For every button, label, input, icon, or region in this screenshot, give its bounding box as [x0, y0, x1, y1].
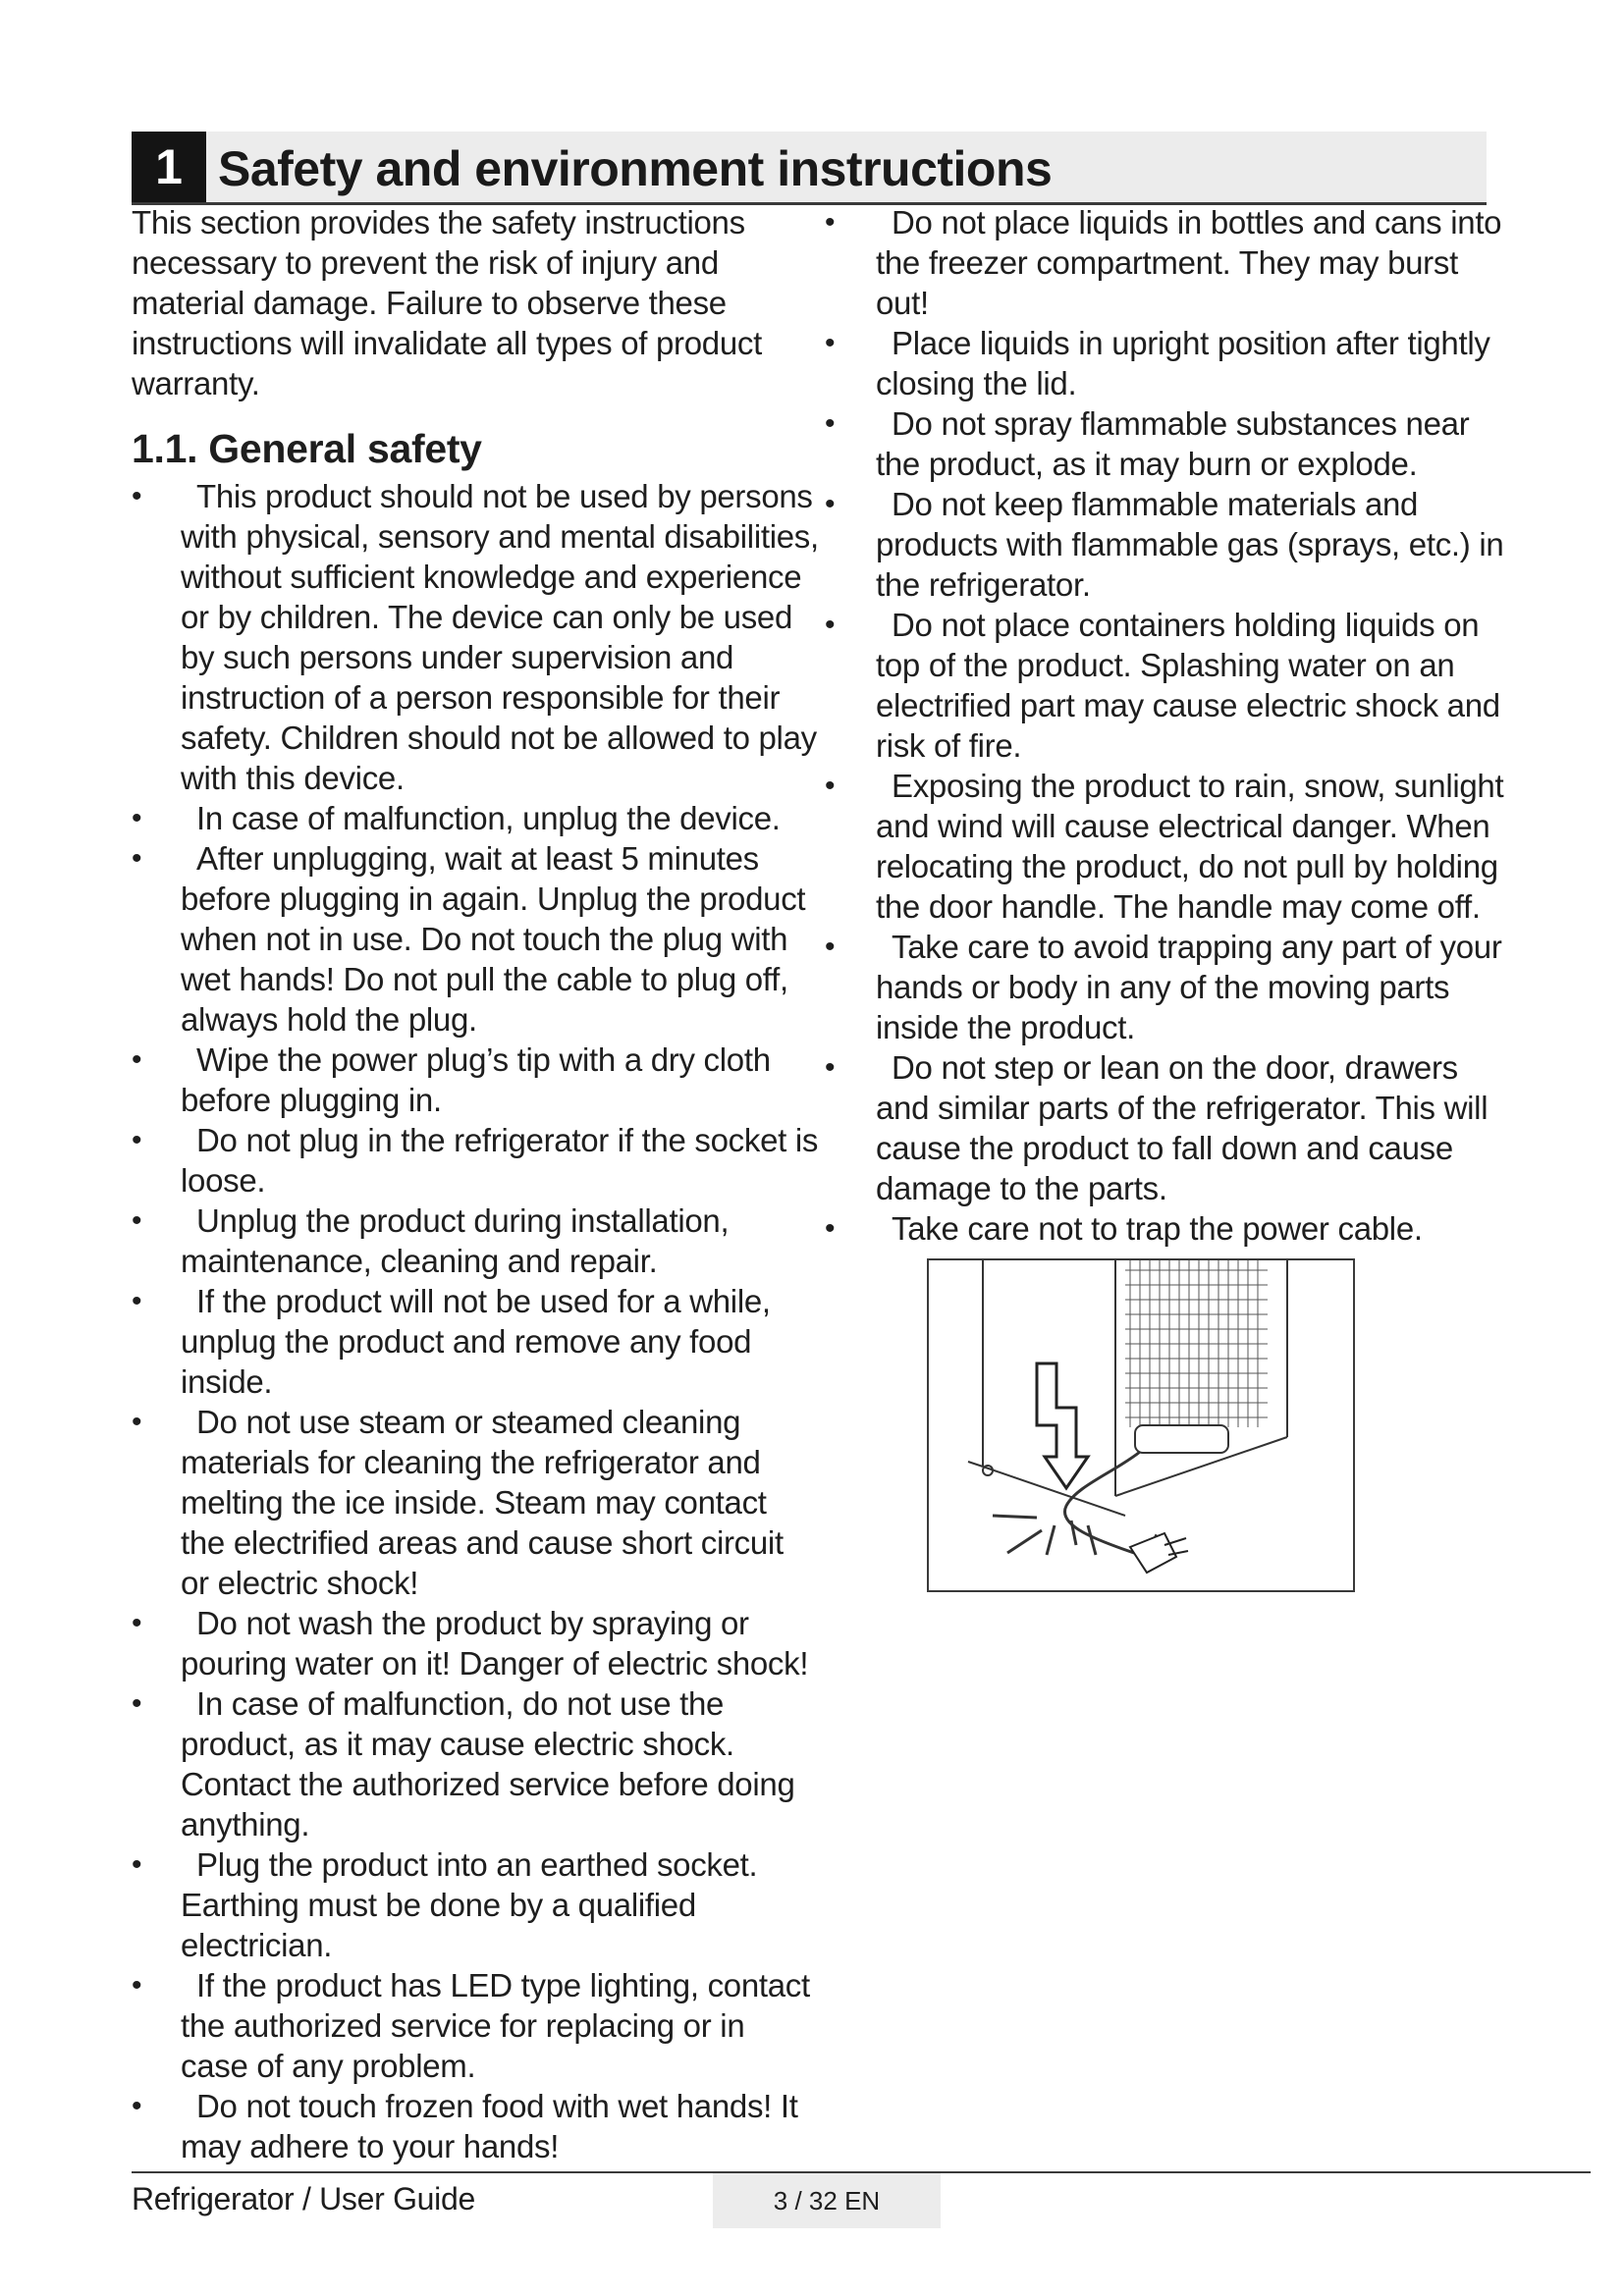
right-safety-item [825, 484, 1512, 605]
left-safety-item-text: Do not wash the product by spraying or pouring water on it! Danger of electric shock! [181, 1605, 809, 1682]
left-safety-item-text: In case of malfunction, unplug the device. [196, 800, 781, 836]
bullet-icon [132, 1402, 181, 1442]
right-safety-item-text: Take care not to trap the power cable. [892, 1210, 1423, 1247]
bullet-icon [132, 1965, 181, 2005]
right-safety-item-text: Take care to avoid trapping any part of your hands or body in any of the moving parts inside the product. [876, 929, 1502, 1045]
bullet-icon [825, 403, 874, 444]
right-safety-item [825, 1047, 1512, 1208]
chapter-number: 1 [132, 132, 206, 202]
chapter-title: Safety and environment instructions [218, 141, 1053, 196]
bullet-icon [825, 202, 874, 242]
right-safety-item-text: Do not place containers holding liquids on top of the product. Splashing water on an electrified part may cause electric shock and risk of fire. [876, 607, 1500, 764]
bullet-icon [132, 2086, 181, 2126]
left-safety-item [132, 1683, 819, 1844]
footer-page-number: 3 / 32 EN [713, 2173, 941, 2228]
bullet-icon [825, 927, 874, 967]
right-safety-item [825, 323, 1512, 403]
left-safety-item-text: If the product has LED type lighting, contact the authorized service for replacing or in case of any problem. [181, 1967, 810, 2084]
bullet-icon [132, 1603, 181, 1643]
bullet-icon [825, 1047, 874, 1088]
left-safety-item [132, 838, 819, 1040]
left-safety-item-text: Do not use steam or steamed cleaning materials for cleaning the refrigerator and melting the ice inside. Steam may contact the electrified areas and cause short circuit or electric shock! [181, 1404, 784, 1601]
left-safety-item-text: Unplug the product during installation, maintenance, cleaning and repair. [181, 1202, 730, 1279]
illustration-svg [929, 1260, 1353, 1590]
left-safety-item [132, 2086, 819, 2166]
left-safety-item-text: After unplugging, wait at least 5 minutes before plugging in again. Unplug the product when not in use. Do not touch the plug with wet hands! Do not pull the cable to plug off, always hold the plug. [181, 840, 806, 1038]
bullet-icon [132, 1201, 181, 1241]
left-safety-item [132, 476, 819, 798]
left-safety-item [132, 1965, 819, 2086]
bullet-icon [825, 484, 874, 524]
bullet-icon [132, 1281, 181, 1321]
right-safety-item-text: Place liquids in upright position after tightly closing the lid. [876, 325, 1490, 401]
section-title: 1.1. General safety [132, 426, 482, 471]
left-safety-list [132, 476, 819, 2166]
right-safety-item [825, 927, 1512, 1047]
left-safety-item [132, 1281, 819, 1402]
right-safety-item-text: Exposing the product to rain, snow, sunlight and wind will cause electrical danger. When relocating the product, do not pull by holding the door handle. The handle may come off. [876, 768, 1504, 925]
bullet-icon [132, 1844, 181, 1885]
right-safety-item-text: Do not place liquids in bottles and cans into the freezer compartment. They may burst out! [876, 204, 1502, 321]
bullet-icon [132, 1683, 181, 1724]
refrigerator-cable-illustration [927, 1258, 1355, 1592]
left-safety-item [132, 1201, 819, 1281]
footer-document-title: Refrigerator / User Guide [132, 2181, 475, 2216]
left-safety-item [132, 1040, 819, 1120]
left-safety-item [132, 1844, 819, 1965]
bullet-icon [132, 798, 181, 838]
right-safety-item-text: Do not spray flammable substances near the product, as it may burn or explode. [876, 405, 1470, 482]
intro-paragraph: This section provides the safety instructions necessary to prevent the risk of injury and material damage. Failure to observe these instructions will invalidate all types of product warranty. [132, 204, 762, 401]
left-safety-item [132, 798, 819, 838]
right-safety-item [825, 202, 1512, 323]
left-safety-item-text: Wipe the power plug’s tip with a dry cloth before plugging in. [181, 1041, 771, 1118]
bullet-icon [132, 1040, 181, 1080]
left-safety-item [132, 1603, 819, 1683]
right-safety-item [825, 403, 1512, 484]
left-column [132, 202, 819, 2166]
left-safety-item-text: If the product will not be used for a while, unplug the product and remove any food inside. [181, 1283, 771, 1400]
left-safety-item-text: In case of malfunction, do not use the product, as it may cause electric shock. Contact the authorized service before doing anything. [181, 1685, 795, 1842]
bullet-icon [132, 476, 181, 516]
left-safety-item-text: This product should not be used by persons with physical, sensory and mental disabilities, without sufficient knowledge and experience or by children. The device can only be used by such persons under supervision and instruction of a person responsible for their safety. Children should not be allowed to play with this device. [181, 478, 819, 796]
bullet-icon [825, 1208, 874, 1249]
left-safety-item-text: Plug the product into an earthed socket. Earthing must be done by a qualified electrician. [181, 1846, 758, 1963]
bullet-icon [132, 838, 181, 879]
bullet-icon [132, 1120, 181, 1160]
right-safety-item [825, 766, 1512, 927]
right-safety-item-text: Do not keep flammable materials and products with flammable gas (sprays, etc.) in the refrigerator. [876, 486, 1504, 603]
right-safety-item [825, 1208, 1512, 1249]
left-safety-item [132, 1120, 819, 1201]
bullet-icon [825, 605, 874, 645]
left-safety-item-text: Do not touch frozen food with wet hands! It may adhere to your hands! [181, 2088, 798, 2164]
bullet-icon [825, 766, 874, 806]
right-safety-item-text: Do not step or lean on the door, drawers and similar parts of the refrigerator. This will cause the product to fall down and cause damage to the parts. [876, 1049, 1489, 1206]
chapter-header [132, 132, 1487, 205]
right-safety-item [825, 605, 1512, 766]
bullet-icon [825, 323, 874, 363]
right-safety-list [825, 202, 1512, 1249]
left-safety-item-text: Do not plug in the refrigerator if the socket is loose. [181, 1122, 819, 1199]
left-safety-item [132, 1402, 819, 1603]
right-column [825, 202, 1512, 1249]
